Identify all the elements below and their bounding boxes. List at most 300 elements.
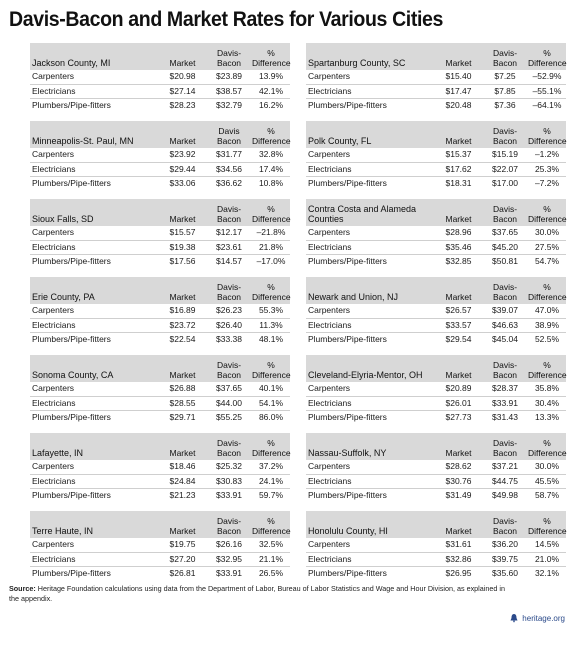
trade-label: Plumbers/Pipe-fitters	[308, 568, 387, 579]
table-row	[306, 70, 566, 85]
header-pct-line2: Difference	[528, 370, 567, 380]
header-davis-bacon-line2: Bacon	[492, 58, 518, 68]
pct-difference: 37.2%	[258, 461, 284, 471]
header-pct-line1: %	[543, 126, 551, 136]
table-row	[306, 241, 566, 256]
market-rate: $31.49	[445, 490, 472, 501]
pct-difference: 17.4%	[258, 163, 284, 174]
trade-label: Carpenters	[308, 461, 351, 471]
table-body	[30, 226, 290, 269]
davis-bacon-rate: $49.98	[492, 490, 518, 501]
header-davis-bacon-line2: Bacon	[492, 214, 518, 224]
city-name: Erie County, PA	[32, 292, 95, 302]
market-rate: $20.89	[445, 383, 472, 393]
pct-difference: 48.1%	[258, 334, 284, 345]
trade-label: Carpenters	[308, 305, 351, 315]
source-text: Heritage Foundation calculations using data from the Department of Labor, Bureau of Labor Statistics and Wage and Hour Division, as explained in the appendix.	[9, 584, 505, 603]
market-rate: $15.40	[445, 71, 472, 81]
header-pct-line2: Difference	[528, 214, 567, 224]
header-davis-bacon-line2: Bacon	[216, 448, 242, 458]
city-table	[30, 121, 290, 191]
header-davis-bacon-line2: Bacon	[492, 370, 518, 380]
market-rate: $26.01	[445, 397, 472, 408]
market-rate: $33.57	[445, 319, 472, 330]
davis-bacon-rate: $26.16	[216, 539, 242, 549]
market-rate: $29.71	[169, 412, 196, 423]
trade-label: Carpenters	[32, 383, 75, 393]
davis-bacon-rate: $45.20	[492, 241, 518, 252]
city-name: Sioux Falls, SD	[32, 214, 94, 224]
table-row	[30, 241, 290, 256]
pct-difference: 30.4%	[534, 397, 560, 408]
header-pct-line2: Difference	[252, 136, 291, 146]
table-row	[30, 382, 290, 397]
header-davis-bacon	[484, 48, 526, 68]
davis-bacon-rate: $15.19	[492, 149, 518, 159]
header-davis-bacon	[484, 126, 526, 146]
market-rate: $28.55	[169, 397, 196, 408]
trade-label: Electricians	[308, 163, 352, 174]
header-pct-line1: %	[267, 48, 275, 58]
trade-label: Carpenters	[308, 227, 351, 237]
pct-difference: 86.0%	[258, 412, 284, 423]
pct-difference: –17.0%	[256, 256, 286, 267]
table-header	[30, 277, 290, 304]
pct-difference: 13.9%	[258, 71, 284, 81]
city-name: Terre Haute, IN	[32, 526, 94, 536]
header-davis-bacon	[208, 438, 250, 458]
davis-bacon-rate: $33.91	[216, 568, 242, 579]
davis-bacon-rate: $33.91	[216, 490, 242, 501]
city-table	[30, 355, 290, 425]
header-pct-line1: %	[543, 360, 551, 370]
header-market: Market	[169, 292, 196, 302]
header-market: Market	[169, 214, 196, 224]
pct-difference: 54.7%	[534, 256, 560, 267]
trade-label: Plumbers/Pipe-fitters	[32, 178, 111, 189]
header-pct-line2: Difference	[252, 370, 291, 380]
table-row	[306, 475, 566, 490]
pct-difference: 10.8%	[258, 178, 284, 189]
table-row	[306, 163, 566, 178]
pct-difference: 11.3%	[259, 319, 283, 330]
header-davis-bacon-line1: Davis-	[216, 516, 242, 526]
pct-difference: 27.5%	[534, 241, 560, 252]
table-row	[30, 411, 290, 425]
trade-label: Carpenters	[32, 461, 75, 471]
logo-text: heritage.org	[522, 613, 565, 623]
header-market: Market	[169, 370, 196, 380]
davis-bacon-rate: $7.36	[494, 100, 516, 111]
pct-difference: 13.3%	[534, 412, 560, 423]
city-table	[30, 433, 290, 503]
header-davis-bacon-line2: Bacon	[216, 292, 242, 302]
city-table	[306, 277, 566, 347]
market-rate: $23.92	[169, 149, 196, 159]
market-rate: $27.73	[445, 412, 472, 423]
trade-label: Carpenters	[32, 305, 75, 315]
market-rate: $17.47	[445, 85, 472, 96]
trade-label: Electricians	[308, 319, 352, 330]
pct-difference: 35.8%	[534, 383, 560, 393]
table-row	[306, 333, 566, 347]
header-pct-difference	[252, 126, 290, 146]
header-market: Market	[169, 58, 196, 68]
header-market: Market	[169, 136, 196, 146]
pct-difference: 21.1%	[258, 553, 284, 564]
table-header	[30, 433, 290, 460]
trade-label: Electricians	[32, 397, 76, 408]
pct-difference: 26.5%	[258, 568, 284, 579]
market-rate: $17.56	[169, 256, 196, 267]
market-rate: $19.75	[169, 539, 196, 549]
city-name: Jackson County, MI	[32, 58, 111, 68]
davis-bacon-rate: $37.65	[492, 227, 518, 237]
pct-difference: 58.7%	[534, 490, 560, 501]
table-header	[306, 121, 566, 148]
header-pct-difference	[252, 204, 290, 224]
header-davis-bacon	[208, 126, 250, 146]
table-header	[306, 433, 566, 460]
pct-difference: 40.1%	[258, 383, 284, 393]
table-row	[30, 85, 290, 100]
trade-label: Carpenters	[32, 149, 75, 159]
header-davis-bacon	[484, 516, 526, 536]
table-row	[30, 148, 290, 163]
trade-label: Plumbers/Pipe-fitters	[308, 256, 387, 267]
davis-bacon-rate: $30.83	[216, 475, 242, 486]
header-davis-bacon-line1: Davis-	[492, 360, 518, 370]
pct-difference: 32.1%	[534, 568, 560, 579]
city-table	[306, 199, 566, 269]
city-table	[30, 511, 290, 581]
davis-bacon-rate: $25.32	[216, 461, 242, 471]
pct-difference: 21.0%	[534, 553, 560, 564]
market-rate: $18.46	[169, 461, 196, 471]
header-davis-bacon-line2: Bacon	[216, 136, 242, 146]
table-row	[30, 553, 290, 568]
header-pct-line2: Difference	[252, 448, 291, 458]
pct-difference: 14.5%	[534, 539, 560, 549]
city-name: Spartanburg County, SC	[308, 58, 406, 68]
trade-label: Carpenters	[308, 539, 351, 549]
city-table	[306, 355, 566, 425]
pct-difference: 54.1%	[258, 397, 284, 408]
pct-difference: 32.5%	[258, 539, 284, 549]
header-davis-bacon	[484, 282, 526, 302]
trade-label: Electricians	[308, 397, 352, 408]
header-pct-line1: %	[267, 516, 275, 526]
market-rate: $31.61	[445, 539, 472, 549]
city-table	[306, 433, 566, 503]
city-table	[306, 121, 566, 191]
market-rate: $28.96	[445, 227, 472, 237]
table-row	[306, 304, 566, 319]
header-pct-difference	[528, 48, 566, 68]
city-name: Honolulu County, HI	[308, 526, 388, 536]
davis-bacon-rate: $45.04	[492, 334, 518, 345]
table-body	[30, 460, 290, 503]
trade-label: Carpenters	[32, 539, 75, 549]
market-rate: $26.95	[445, 568, 472, 579]
davis-bacon-rate: $26.40	[216, 319, 242, 330]
table-row	[306, 538, 566, 553]
trade-label: Plumbers/Pipe-fitters	[32, 490, 111, 501]
table-body	[306, 382, 566, 425]
table-header	[30, 511, 290, 538]
table-row	[306, 460, 566, 475]
header-davis-bacon	[208, 516, 250, 536]
header-davis-bacon-line1: Davis-	[492, 204, 518, 214]
trade-label: Electricians	[308, 553, 352, 564]
table-row	[30, 475, 290, 490]
header-davis-bacon-line1: Davis-	[492, 126, 518, 136]
header-pct-difference	[252, 282, 290, 302]
table-header	[306, 43, 566, 70]
table-row	[30, 99, 290, 113]
table-row	[30, 163, 290, 178]
header-market: Market	[445, 292, 472, 302]
davis-bacon-rate: $23.61	[216, 241, 242, 252]
market-rate: $26.57	[445, 305, 472, 315]
city-name: Contra Costa and Alameda Counties	[308, 204, 417, 224]
header-davis-bacon-line1: Davis	[218, 126, 240, 136]
table-body	[30, 148, 290, 191]
header-davis-bacon-line1: Davis-	[216, 438, 242, 448]
trade-label: Carpenters	[32, 227, 75, 237]
davis-bacon-rate: $44.75	[492, 475, 518, 486]
davis-bacon-rate: $55.25	[216, 412, 242, 423]
table-row	[306, 319, 566, 334]
davis-bacon-rate: $39.75	[492, 553, 518, 564]
header-davis-bacon	[208, 282, 250, 302]
table-body	[306, 226, 566, 269]
davis-bacon-rate: $36.62	[216, 178, 242, 189]
market-rate: $30.76	[445, 475, 472, 486]
trade-label: Plumbers/Pipe-fitters	[308, 334, 387, 345]
davis-bacon-rate: $33.38	[216, 334, 242, 345]
pct-difference: 16.2%	[258, 100, 284, 111]
header-pct-line2: Difference	[252, 526, 291, 536]
table-header	[30, 199, 290, 226]
heritage-logo[interactable]	[509, 613, 565, 623]
pct-difference: –55.1%	[532, 85, 562, 96]
table-row	[306, 411, 566, 425]
header-market: Market	[445, 370, 472, 380]
pct-difference: 38.9%	[534, 319, 560, 330]
pct-difference: 42.1%	[258, 85, 284, 96]
table-row	[30, 333, 290, 347]
davis-bacon-rate: $17.00	[492, 178, 518, 189]
table-body	[30, 538, 290, 581]
trade-label: Electricians	[32, 241, 76, 252]
davis-bacon-rate: $37.21	[492, 461, 518, 471]
page-title: Davis-Bacon and Market Rates for Various Cities	[9, 8, 444, 31]
trade-label: Plumbers/Pipe-fitters	[308, 100, 387, 111]
trade-label: Electricians	[308, 85, 352, 96]
header-davis-bacon-line1: Davis-	[216, 360, 242, 370]
table-body	[306, 538, 566, 581]
market-rate: $32.86	[445, 553, 472, 564]
market-rate: $32.85	[445, 256, 472, 267]
city-name: Cleveland-Elyria-Mentor, OH	[308, 370, 423, 380]
market-rate: $18.31	[445, 178, 472, 189]
header-pct-difference	[252, 438, 290, 458]
trade-label: Plumbers/Pipe-fitters	[32, 256, 111, 267]
trade-label: Plumbers/Pipe-fitters	[308, 178, 387, 189]
pct-difference: 52.5%	[534, 334, 560, 345]
table-row	[30, 255, 290, 269]
market-rate: $17.62	[445, 163, 472, 174]
header-pct-line1: %	[267, 204, 275, 214]
header-pct-line2: Difference	[528, 292, 567, 302]
header-pct-difference	[528, 438, 566, 458]
table-row	[306, 226, 566, 241]
davis-bacon-rate: $39.07	[492, 305, 518, 315]
table-row	[30, 319, 290, 334]
table-header	[306, 199, 566, 226]
header-davis-bacon-line2: Bacon	[492, 448, 518, 458]
market-rate: $22.54	[169, 334, 196, 345]
market-rate: $33.06	[169, 178, 196, 189]
trade-label: Carpenters	[308, 383, 351, 393]
header-market: Market	[445, 526, 472, 536]
header-davis-bacon-line2: Bacon	[492, 136, 518, 146]
header-pct-difference	[252, 360, 290, 380]
city-name: Minneapolis-St. Paul, MN	[32, 136, 134, 146]
market-rate: $27.20	[169, 553, 196, 564]
header-pct-line2: Difference	[252, 58, 291, 68]
table-row	[30, 489, 290, 503]
davis-bacon-rate: $37.65	[216, 383, 242, 393]
header-pct-difference	[528, 516, 566, 536]
davis-bacon-rate: $31.77	[216, 149, 242, 159]
davis-bacon-rate: $44.00	[216, 397, 242, 408]
davis-bacon-rate: $36.20	[492, 539, 518, 549]
market-rate: $20.98	[169, 71, 196, 81]
header-pct-line2: Difference	[528, 136, 567, 146]
header-davis-bacon	[484, 438, 526, 458]
header-davis-bacon	[208, 360, 250, 380]
pct-difference: –1.2%	[534, 149, 560, 159]
header-pct-line1: %	[267, 438, 275, 448]
davis-bacon-rate: $14.57	[216, 256, 242, 267]
table-header	[306, 511, 566, 538]
trade-label: Carpenters	[308, 71, 351, 81]
market-rate: $15.37	[445, 149, 472, 159]
pct-difference: –21.8%	[256, 227, 286, 237]
city-name: Newark and Union, NJ	[308, 292, 399, 302]
table-body	[306, 70, 566, 113]
city-name: Nassau-Suffolk, NY	[308, 448, 387, 458]
header-davis-bacon-line1: Davis-	[216, 282, 242, 292]
pct-difference: 30.0%	[534, 461, 560, 471]
header-pct-line1: %	[267, 282, 275, 292]
header-pct-line1: %	[543, 438, 551, 448]
pct-difference: 59.7%	[258, 490, 284, 501]
header-davis-bacon-line2: Bacon	[216, 58, 242, 68]
pct-difference: 45.5%	[534, 475, 560, 486]
market-rate: $23.72	[169, 319, 196, 330]
pct-difference: 30.0%	[534, 227, 560, 237]
market-rate: $19.38	[169, 241, 196, 252]
header-market: Market	[445, 214, 472, 224]
trade-label: Electricians	[32, 319, 76, 330]
table-row	[306, 99, 566, 113]
market-rate: $26.81	[169, 568, 196, 579]
header-davis-bacon-line2: Bacon	[216, 526, 242, 536]
table-row	[306, 397, 566, 412]
table-header	[30, 43, 290, 70]
table-row	[30, 304, 290, 319]
city-table	[306, 511, 566, 581]
trade-label: Electricians	[32, 85, 76, 96]
table-row	[306, 255, 566, 269]
table-body	[306, 148, 566, 191]
trade-label: Electricians	[32, 163, 76, 174]
davis-bacon-rate: $12.17	[216, 227, 242, 237]
pct-difference: 55.3%	[258, 305, 284, 315]
davis-bacon-rate: $32.95	[216, 553, 242, 564]
table-body	[306, 304, 566, 347]
trade-label: Plumbers/Pipe-fitters	[32, 100, 111, 111]
davis-bacon-rate: $32.79	[216, 100, 242, 111]
trade-label: Plumbers/Pipe-fitters	[308, 412, 387, 423]
header-davis-bacon-line1: Davis-	[216, 48, 242, 58]
source-label: Source:	[9, 584, 36, 593]
trade-label: Plumbers/Pipe-fitters	[308, 490, 387, 501]
table-body	[30, 382, 290, 425]
header-market: Market	[169, 526, 196, 536]
header-pct-line1: %	[543, 48, 551, 58]
table-body	[30, 304, 290, 347]
table-row	[30, 538, 290, 553]
header-pct-line2: Difference	[252, 214, 291, 224]
davis-bacon-rate: $34.56	[216, 163, 242, 174]
pct-difference: 24.1%	[258, 475, 284, 486]
davis-bacon-rate: $31.43	[492, 412, 518, 423]
header-pct-difference	[528, 360, 566, 380]
header-davis-bacon	[484, 204, 526, 224]
header-davis-bacon-line1: Davis-	[492, 438, 518, 448]
table-row	[306, 553, 566, 568]
pct-difference: 25.3%	[534, 163, 560, 174]
davis-bacon-rate: $23.89	[216, 71, 242, 81]
pct-difference: 32.8%	[258, 149, 284, 159]
header-pct-difference	[252, 516, 290, 536]
city-name: Polk County, FL	[308, 136, 372, 146]
header-davis-bacon-line1: Davis-	[492, 282, 518, 292]
table-body	[306, 460, 566, 503]
source-note	[9, 584, 509, 604]
header-market: Market	[445, 136, 472, 146]
davis-bacon-rate: $7.25	[494, 71, 516, 81]
header-davis-bacon-line1: Davis-	[492, 516, 518, 526]
trade-label: Electricians	[32, 553, 76, 564]
pct-difference: –52.9%	[532, 71, 562, 81]
market-rate: $24.84	[169, 475, 196, 486]
header-pct-line2: Difference	[528, 58, 567, 68]
davis-bacon-rate: $50.81	[492, 256, 518, 267]
davis-bacon-rate: $35.60	[492, 568, 518, 579]
city-table	[306, 43, 566, 113]
market-rate: $28.62	[445, 461, 472, 471]
table-header	[30, 121, 290, 148]
trade-label: Plumbers/Pipe-fitters	[32, 412, 111, 423]
table-row	[30, 567, 290, 581]
table-header	[30, 355, 290, 382]
table-row	[30, 70, 290, 85]
